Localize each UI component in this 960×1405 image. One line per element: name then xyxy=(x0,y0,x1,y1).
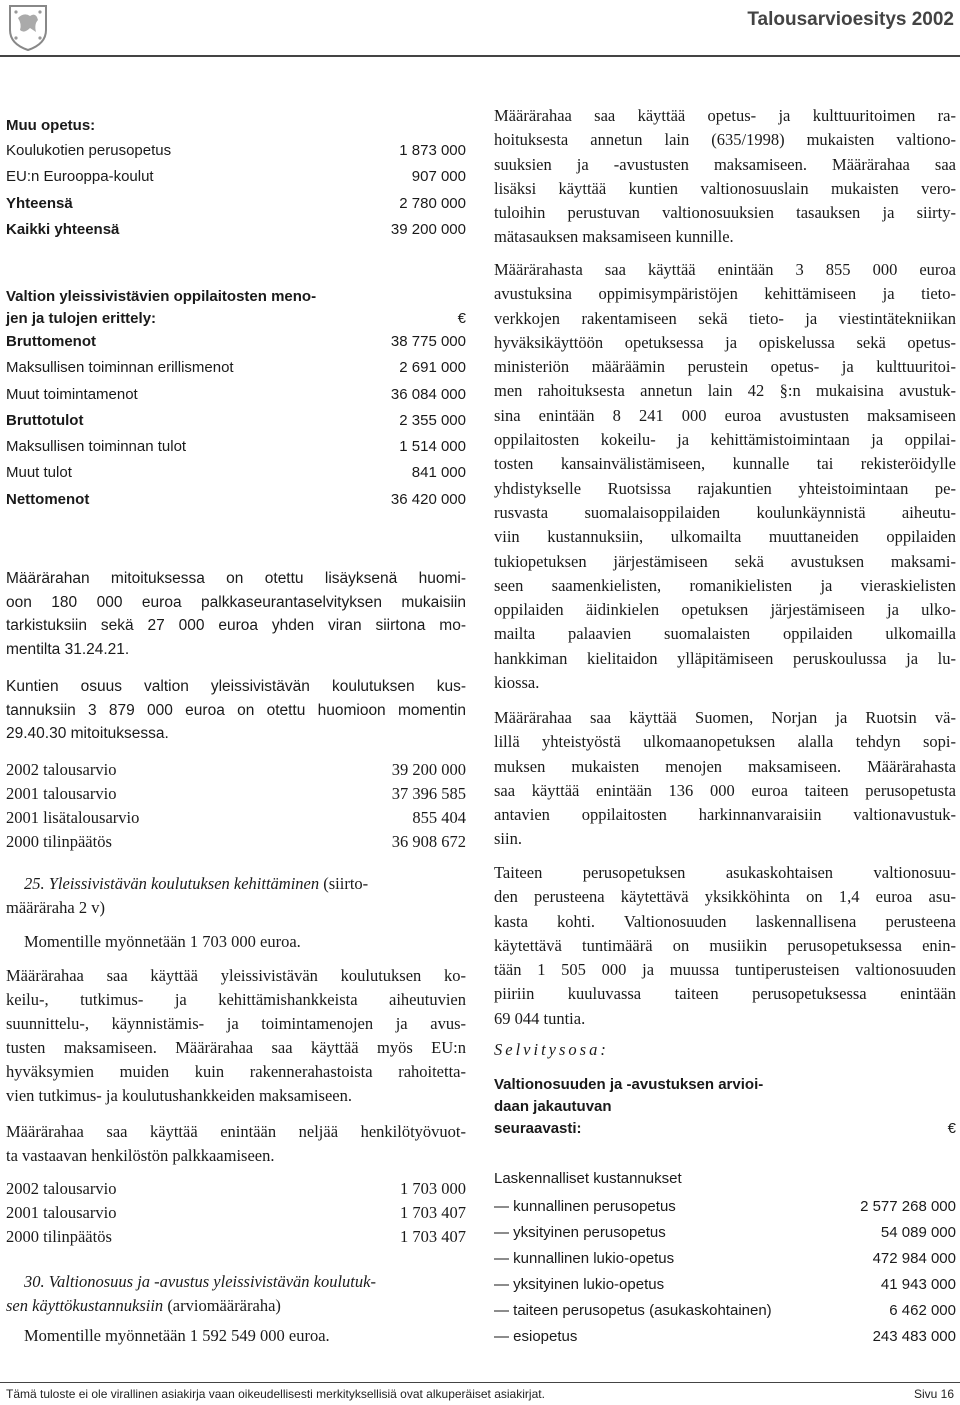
row-value: 1 514 000 xyxy=(399,438,466,456)
text-line: saa käyttää enintään 136 000 euroa taiteen perusopetusta xyxy=(494,780,956,800)
table-row xyxy=(6,782,466,806)
row-label: 2001 talousarvio xyxy=(6,784,117,803)
header-title: Talousarvioesitys 2002 xyxy=(747,9,954,30)
row-value: 39 200 000 xyxy=(390,220,466,238)
row-label: Maksullisen toiminnan erillismenot xyxy=(6,359,234,377)
row-value: 38 775 000 xyxy=(390,333,466,350)
text-line: mätasauksen maksamiseen kunnille. xyxy=(494,227,734,247)
text-line: kiossa. xyxy=(494,673,540,693)
table-row xyxy=(6,487,466,513)
text-line: den perusteena käytettävä yksikköhinta on 1,4 euroa asu- xyxy=(494,887,956,907)
table-row xyxy=(494,1246,956,1272)
row-label: — kunnallinen perusopetus xyxy=(494,1198,676,1215)
breakdown-section xyxy=(6,286,466,330)
row-label: Muut toimintamenot xyxy=(6,385,138,403)
footer-divider xyxy=(0,1382,960,1383)
text-line: keilu-, tutkimus- ja kehittämishankkeista aiheutuvien xyxy=(6,990,466,1009)
text-line: käytettävä tuntimäärä on musiikin perusopetuksessa enin- xyxy=(494,935,956,955)
text-line: lillä yhteistyöstä ulkomaanopetuksen alalla tehdyn sopi- xyxy=(494,732,956,752)
text-line: tarkistuksiin sekä 27 000 euroa yhden viran siirtona mo- xyxy=(6,617,466,634)
text-line: kasta kohti. Valtionosuuden laskennallisena perusteena xyxy=(494,911,956,931)
row-value: 41 943 000 xyxy=(880,1276,956,1293)
row-value: 2 577 268 000 xyxy=(860,1198,956,1215)
section-30-title-2: sen käyttökustannuksiin xyxy=(6,1296,164,1315)
text-line: Määrärahaa saa käyttää yleissivistävän koulutuksen ko- xyxy=(6,966,466,985)
table-row xyxy=(6,1177,466,1201)
table-row xyxy=(6,1225,466,1249)
table-row xyxy=(6,329,466,355)
text-line: rusvasta suomalaisoppilaiden koulunkäynnistä aiheutu- xyxy=(494,502,956,522)
row-value: 855 404 xyxy=(412,808,466,827)
text-line: hyväksikäyttöön opetuksessa ja opiskelussa sekä opetus- xyxy=(494,332,956,352)
kuntien-osuus-paragraph xyxy=(6,675,466,746)
text-line: sina enintään 8 241 000 euroa avustusten maksamiseen xyxy=(494,405,956,425)
row-value: 2 355 000 xyxy=(399,411,466,429)
table-row xyxy=(494,1324,956,1350)
right-paragraph-4 xyxy=(494,861,956,1031)
table-row xyxy=(6,382,466,408)
text-line: men rahoituksesta annetun lain 42 §:n mukaisina avustuk- xyxy=(494,381,956,401)
text-line: Määrärahaa saa käyttää opetus- ja kulttuuritoimen ra- xyxy=(494,106,956,125)
text-line: tään 1 505 000 ja muussa tuntiperusteisen valtionosuuden xyxy=(494,960,956,980)
breakdown-table xyxy=(6,329,466,513)
text-line: suunnittelu-, käynnistämis- ja toimintamenojen ja avus- xyxy=(6,1014,466,1033)
henkilotyovuodet-paragraph xyxy=(6,1120,466,1168)
table-subheading: Laskennalliset kustannukset xyxy=(494,1170,682,1187)
muu-opetus-heading: Muu opetus: xyxy=(6,117,96,134)
breakdown-heading-line1: Valtion yleissivistävien oppilaitosten meno- xyxy=(6,288,317,305)
section-30-momentille: Momentille myönnetään 1 592 549 000 euroa. xyxy=(24,1326,330,1345)
selvitysosa-label: Selvitysosa: xyxy=(494,1040,609,1059)
text-line: ta vastaavan henkilöstön palkkaamiseen. xyxy=(6,1146,275,1165)
row-label: 2002 talousarvio xyxy=(6,760,117,779)
text-line: Määrärahan mitoituksessa on otettu lisäyksenä huomi- xyxy=(6,570,466,587)
row-value: 841 000 xyxy=(411,464,466,482)
text-line: 69 044 tuntia. xyxy=(494,1008,586,1028)
text-line: oppilaiden äidinkielen opetuksen järjestämiseen ja ulko- xyxy=(494,600,956,620)
row-value: 1 703 407 xyxy=(400,1227,466,1246)
allocation-table xyxy=(494,1194,956,1350)
text-line: antavien oppilaitosten harkinnanvaraisiin valtionavustuk- xyxy=(494,805,956,825)
kehittaminen-paragraph xyxy=(6,964,466,1108)
row-label: Koulukotien perusopetus xyxy=(6,142,172,159)
text-line: tukiopetuksen järjestämiseen sekä avustuksen maksami- xyxy=(494,551,956,571)
text-line: muksen mukaisten menojen maksamiseen. Määrärahasta xyxy=(494,756,956,776)
table-row xyxy=(6,758,466,782)
text-line: Taiteen perusopetuksen asukaskohtaisen valtionosuu- xyxy=(494,863,956,882)
text-line: verkkojen rakentamiseen sekä tieto- ja viestintätekniikan xyxy=(494,308,956,328)
row-label: — yksityinen lukio-opetus xyxy=(494,1276,665,1293)
section-30-title-1: Valtionosuus ja -avustus yleissivistävän koulutuk- xyxy=(48,1272,376,1291)
text-line: hyväksymien muiden kuin rakennerahastoista rahoitetta- xyxy=(6,1062,466,1081)
text-line: suuksien ja -avustusten maksamiseen. Määrärahaa saa xyxy=(494,154,956,174)
breakdown-currency: € xyxy=(457,310,466,327)
table-row xyxy=(494,1298,956,1324)
footer-disclaimer: Tämä tuloste ei ole virallinen asiakirja vaan oikeudellisesti merkityksellisiä ovat alkuperäiset asiakirjat. xyxy=(6,1387,545,1401)
text-line: tosten kansainvälistämiseen, kunnalle tai rekisteröidylle xyxy=(494,454,956,474)
row-label: — kunnallinen lukio-opetus xyxy=(494,1250,675,1267)
section-25-momentille: Momentille myönnetään 1 703 000 euroa. xyxy=(24,932,301,951)
text-line: vien tutkimus- ja koulutushankkeiden maksamiseen. xyxy=(6,1086,352,1105)
row-value: 36 908 672 xyxy=(391,832,466,851)
table-row xyxy=(6,460,466,486)
row-label: — taiteen perusopetus (asukaskohtainen) xyxy=(494,1302,772,1319)
text-line: lisäksi käyttää kuntien valtionosuuslain mukaisten vero- xyxy=(494,178,956,198)
row-value: 243 483 000 xyxy=(872,1328,956,1345)
text-line: ministeriön määräämin perustein opetus- ja kulttuuritoi- xyxy=(494,357,956,377)
section-25-heading xyxy=(6,872,466,920)
row-label: 2000 tilinpäätös xyxy=(6,832,112,851)
row-value: 1 703 407 xyxy=(400,1203,466,1222)
text-line: mentilta 31.24.21. xyxy=(6,640,130,658)
section-25-suffix-2: määräraha 2 v) xyxy=(6,898,105,917)
text-line: mailta palaavien suomalaisten oppilaiden ulkomailla xyxy=(494,624,956,644)
row-label: Bruttotulot xyxy=(6,411,84,429)
text-line: Määrärahaa saa käyttää enintään neljää henkilötyövuot- xyxy=(6,1122,466,1141)
table-row xyxy=(6,806,466,830)
row-value: 6 462 000 xyxy=(889,1302,956,1319)
table-row xyxy=(6,217,466,243)
section-25-suffix-1: (siirto- xyxy=(323,874,369,893)
finance-table-1 xyxy=(6,758,466,854)
row-value: 2 780 000 xyxy=(399,194,466,212)
row-label: Kaikki yhteensä xyxy=(6,220,120,238)
table-row xyxy=(6,138,466,164)
table-row xyxy=(6,191,466,217)
right-paragraph-3 xyxy=(494,706,956,852)
table-row xyxy=(494,1272,956,1298)
row-label: 2001 talousarvio xyxy=(6,1203,117,1222)
section-30-number: 30. xyxy=(24,1272,45,1291)
muu-opetus-table xyxy=(6,138,466,243)
section-25-title: Yleissivistävän koulutuksen kehittäminen xyxy=(48,874,320,893)
right-paragraph-2 xyxy=(494,258,956,695)
text-line: piiriin kuuluvassa taiteen perusopetuksessa enintään xyxy=(494,984,956,1004)
row-label: — yksityinen perusopetus xyxy=(494,1224,666,1241)
text-line: seen saamenkielisten, romanikielisten ja vieraskielisten xyxy=(494,575,956,595)
section-30-heading xyxy=(6,1270,466,1318)
right-paragraph-1 xyxy=(494,104,956,250)
table-row xyxy=(6,355,466,381)
table-heading xyxy=(494,1074,956,1140)
table-heading-line2: daan jakautuvan xyxy=(494,1098,612,1115)
mitoitus-paragraph xyxy=(6,567,466,661)
row-value: 1 873 000 xyxy=(399,142,466,159)
breakdown-heading-line2: jen ja tulojen erittely: xyxy=(6,310,157,327)
row-label: Nettomenot xyxy=(6,490,90,508)
table-row xyxy=(6,408,466,434)
text-line: Määrärahaa saa käyttää Suomen, Norjan ja Ruotsin vä- xyxy=(494,708,956,727)
table-row xyxy=(494,1194,956,1220)
row-value: 36 420 000 xyxy=(390,490,466,508)
row-label: Muut tulot xyxy=(6,464,72,482)
row-label: Yhteensä xyxy=(6,194,73,212)
text-line: oppilaitosten kokeilu- ja kehittämistoimintaan ja oppilai- xyxy=(494,430,956,450)
table-row xyxy=(6,830,466,854)
row-value: 36 084 000 xyxy=(390,385,466,403)
text-line: Kuntien osuus valtion yleissivistävän koulutuksen kus- xyxy=(6,678,466,695)
text-line: avustuksina oppimisympäristöjen kehittämiseen ja tieto- xyxy=(494,284,956,304)
row-value: 1 703 000 xyxy=(400,1179,466,1198)
text-line: tusten maksamiseen. Määrärahaa saa käyttää myös EU:n xyxy=(6,1038,466,1057)
page-number: Sivu 16 xyxy=(913,1387,954,1401)
row-value: 472 984 000 xyxy=(872,1250,956,1267)
row-label: EU:n Eurooppa-koulut xyxy=(6,168,154,186)
finance-table-2 xyxy=(6,1177,466,1249)
section-30-suffix: (arviomääräraha) xyxy=(167,1296,281,1315)
header-divider xyxy=(0,55,960,57)
text-line: 29.40.30 mitoituksessa. xyxy=(6,725,169,742)
table-row xyxy=(6,1201,466,1225)
row-label: 2002 talousarvio xyxy=(6,1179,117,1198)
row-value: 2 691 000 xyxy=(399,359,466,377)
text-line: viin kustannuksiin, ulkomailta muuttaneiden oppilaiden xyxy=(494,527,956,547)
text-line: hoituksesta annetun lain (635/1998) mukaisten valtiono- xyxy=(494,130,956,150)
table-currency: € xyxy=(947,1120,956,1137)
row-value: 907 000 xyxy=(411,168,466,186)
row-value: 54 089 000 xyxy=(880,1224,956,1241)
text-line: oon 180 000 euroa palkkaseurantaselvityksen mukaisiin xyxy=(6,593,466,611)
text-line: siin. xyxy=(494,829,522,849)
row-label: Bruttomenot xyxy=(6,333,96,350)
row-value: 37 396 585 xyxy=(391,784,466,803)
table-heading-line3: seuraavasti: xyxy=(494,1120,582,1137)
table-row xyxy=(6,164,466,190)
text-line: yhdistykselle Ruotsissa rajakuntien yhteistoimintaan pe- xyxy=(494,478,956,498)
table-row xyxy=(6,434,466,460)
row-label: Maksullisen toiminnan tulot xyxy=(6,438,187,456)
text-line: Määrärahasta saa käyttää enintään 3 855 000 euroa xyxy=(494,260,956,279)
text-line: tannuksiin 3 879 000 euroa on otettu huomioon momentin xyxy=(6,701,466,719)
table-heading-line1: Valtionosuuden ja -avustuksen arvioi- xyxy=(494,1076,764,1093)
row-label: 2001 lisätalousarvio xyxy=(6,808,140,827)
muu-opetus-section xyxy=(6,114,466,243)
row-label: — esiopetus xyxy=(494,1328,578,1345)
table-row xyxy=(494,1220,956,1246)
coat-of-arms-icon xyxy=(6,2,50,52)
row-label: 2000 tilinpäätös xyxy=(6,1227,112,1246)
section-25-number: 25. xyxy=(24,874,45,893)
text-line: tuloihin perustuvan valtionosuuksien tasauksen ja siirty- xyxy=(494,203,956,223)
row-value: 39 200 000 xyxy=(391,760,466,779)
text-line: hankkiman kielitaidon ylläpitämiseen peruskoulussa ja lu- xyxy=(494,648,956,668)
